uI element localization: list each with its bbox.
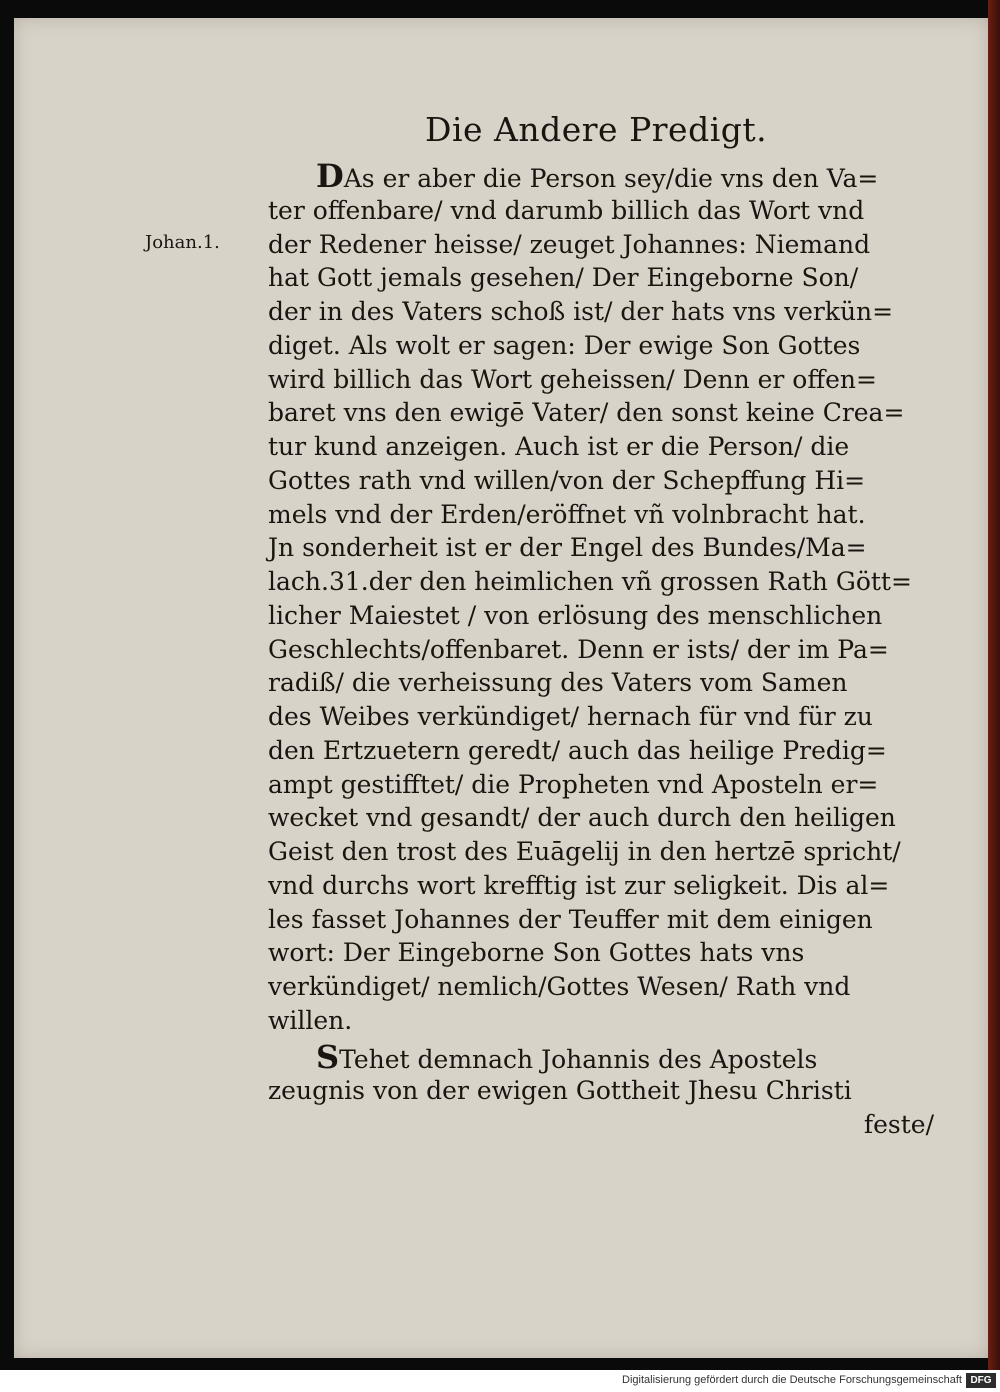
line-text: der in des Vaters schoß ist/ der hats vns verkün= [268,297,894,326]
drop-initial: S [316,1038,340,1076]
text-line [268,666,934,700]
margin-note: Johan.1. [145,232,220,253]
line-text: radiß/ die verheissung des Vaters vom Samen [268,668,848,698]
drop-initial: D [316,157,344,195]
line-text: As er aber die Person sey/die vns den Va= [343,164,879,193]
text-line [268,768,934,802]
line-text: Tehet demnach Johannis des Apostels [339,1045,818,1074]
text-line [268,936,934,970]
text-line [268,498,934,532]
text-line [268,396,934,430]
line-text: lach.31.der den heimlichen vñ grossen Rath Gött= [268,567,912,596]
paragraph-1 [268,157,934,1038]
line-text: vnd durchs wort krefftig ist zur seligkeit. Dis al= [268,870,890,900]
line-text: des Weibes verkündiget/ hernach für vnd für zu [268,702,873,731]
text-line [268,363,934,397]
text-line [268,261,934,295]
line-text: der Redener heisse/ zeuget Johannes: Niemand [268,229,871,259]
line-text: ampt gestifftet/ die Propheten vnd Aposteln er= [268,769,879,799]
line-text: verkündiget/ nemlich/Gottes Wesen/ Rath vnd [268,972,851,1001]
text-line [268,700,934,734]
line-text: wort: Der Eingeborne Son Gottes hats vns [268,938,805,968]
line-text: diget. Als wolt er sagen: Der ewige Son Gottes [268,330,861,360]
running-head: Die Andere Predigt. [425,110,768,149]
catchword: feste/ [863,1110,934,1139]
line-text: Geschlechts/offenbaret. Denn er ists/ der im Pa= [268,634,889,664]
line-text: ter offenbare/ vnd darumb billich das Wort vnd [268,195,865,225]
line-text: wird billich das Wort geheissen/ Denn er offen= [268,364,877,394]
footer-bar [0,1370,1000,1392]
line-text: Jn sonderheit ist er der Engel des Bundes/Ma= [268,533,867,563]
text-line [268,157,934,195]
text-line [268,835,934,869]
text-line [268,565,934,599]
line-text: licher Maiestet / von erlösung des menschlichen [268,600,883,630]
line-text: hat Gott jemals gesehen/ Der Eingeborne Son/ [268,263,859,293]
line-text: wecket vnd gesandt/ der auch durch den heiligen [268,803,896,833]
text-line [268,430,934,464]
text-line [268,295,934,329]
line-text: mels vnd der Erden/eröffnet vñ volnbracht hat. [268,499,866,529]
text-line [268,1040,948,1074]
text-line [268,970,934,1004]
book-edge [988,0,1000,1370]
text-line [268,734,934,768]
text-line [268,1074,948,1108]
line-text: willen. [268,1005,353,1035]
text-line [268,464,934,498]
text-line [268,1004,934,1038]
text-line [268,903,934,937]
text-line [268,599,934,633]
paragraph-2 [268,1040,948,1142]
text-line [268,869,934,903]
text-line [268,329,934,363]
line-text: baret vns den ewigē Vater/ den sonst keine Crea= [268,398,905,428]
text-line [268,531,934,565]
line-text: den Ertzuetern geredt/ auch das heilige Predig= [268,735,887,765]
text-line [268,194,934,228]
line-text: tur kund anzeigen. Auch ist er die Person/ die [268,432,850,461]
text-line [268,633,934,667]
line-text: Gottes rath vnd willen/von der Schepffung Hi= [268,465,866,495]
text-line [268,228,934,262]
footer-credit: Digitalisierung gefördert durch die Deutsche Forschungsgemeinschaft [622,1374,962,1386]
line-text: Geist den trost des Euāgelij in den hertzē spricht/ [268,837,901,866]
line-text: zeugnis von der ewigen Gottheit Jhesu Christi [268,1076,852,1105]
text-line [268,801,934,835]
line-text: les fasset Johannes der Teuffer mit dem einigen [268,904,873,934]
dfg-logo: DFG [966,1373,996,1388]
